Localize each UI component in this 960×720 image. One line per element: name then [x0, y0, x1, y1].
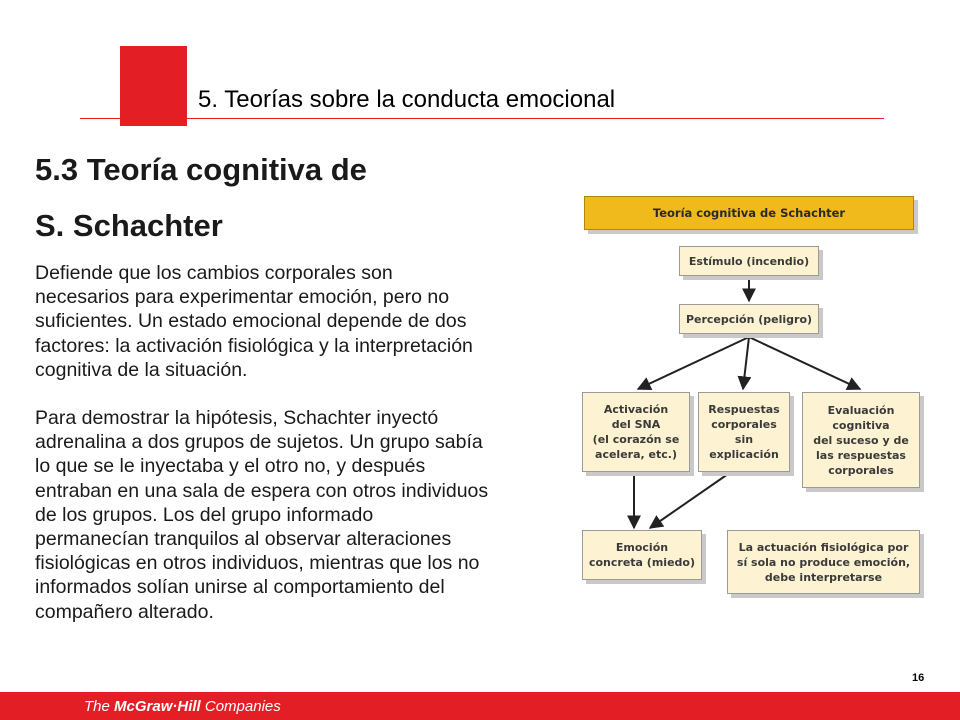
arrow-perception-activation — [638, 337, 749, 389]
body-text — [35, 261, 575, 648]
responses-box: Respuestas corporales sin explicación — [698, 392, 790, 472]
emotion-box: Emoción concreta (miedo) — [582, 530, 702, 580]
brand-suffix: Companies — [200, 698, 281, 715]
activation-box: Activación del SNA (el corazón se acelera, etc.) — [582, 392, 690, 472]
stimulus-box: Estímulo (incendio) — [679, 246, 819, 276]
red-accent-block — [120, 46, 187, 126]
paragraph-1: Defiende que los cambios corporales son necesarios para experimentar emoción, pero no suficientes. Un estado emocional depende de dos factores: la activación fisiológica y la interpretación cognitiva de la situación. — [35, 262, 473, 381]
diagram-title-box: Teoría cognitiva de Schachter — [584, 196, 914, 230]
header-divider — [80, 118, 884, 119]
arrow-responses-emotion — [650, 474, 728, 528]
paragraph-2: Para demostrar la hipótesis, Schachter inyectó adrenalina a dos grupos de sujetos. Un grupo sabía lo que se le inyectaba y el otro no, y después entraban en una sala de espera con otros individuos de los grupos. Los del grupo informado permanecían tranquilos al observar alteraciones fisiológicas en otros individuos, mientras que los no informados solían unirse al comportamiento del compañero alterado. — [35, 407, 489, 623]
slide-title — [35, 142, 367, 254]
brand-name: McGraw·Hill — [114, 698, 201, 715]
note-box: La actuación fisiológica por sí sola no produce emoción, debe interpretarse — [727, 530, 920, 594]
section-title: 5. Teorías sobre la conducta emocional — [198, 86, 616, 113]
brand-prefix: The — [84, 698, 115, 715]
perception-box: Percepción (peligro) — [679, 304, 819, 334]
page-number: 16 — [912, 672, 925, 684]
slide-title-line2: S. Schachter — [35, 208, 223, 243]
arrow-perception-responses — [743, 337, 749, 389]
slide-title-line1: 5.3 Teoría cognitiva de — [35, 152, 367, 187]
evaluation-box: Evaluación cognitiva del suceso y de las respuestas corporales — [802, 392, 920, 488]
footer-bar — [0, 692, 960, 720]
publisher-logo — [84, 698, 281, 715]
schachter-diagram — [578, 192, 928, 608]
arrow-perception-evaluation — [749, 337, 860, 389]
